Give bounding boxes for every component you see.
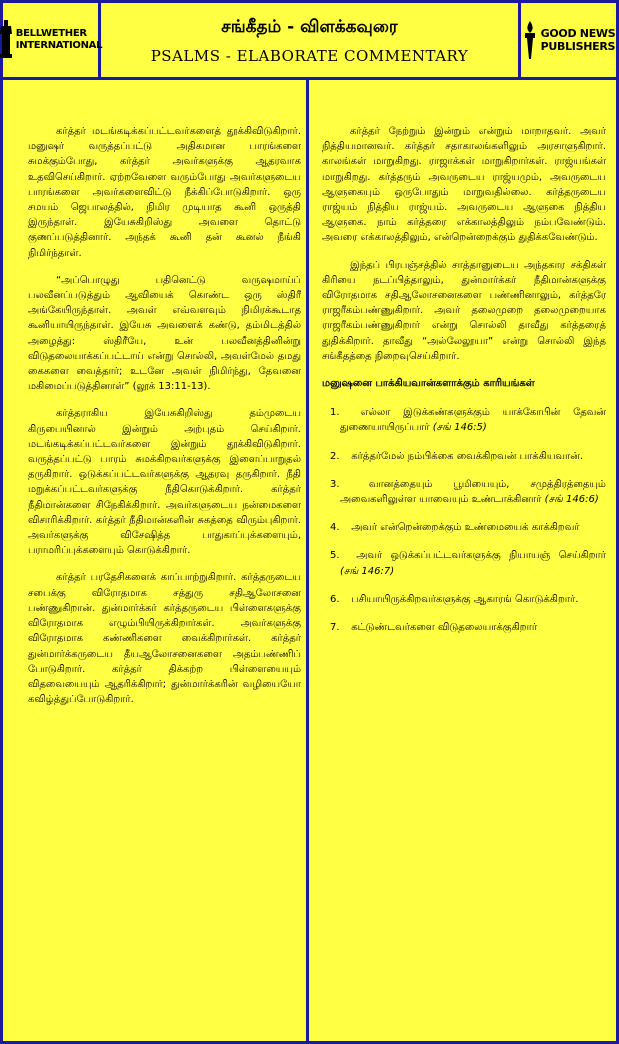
list-item <box>322 592 606 607</box>
list-item-number: 3. <box>330 478 340 490</box>
list-item-number: 7. <box>330 622 340 634</box>
list-item-number: 5. <box>330 550 340 562</box>
list-item <box>322 548 606 578</box>
good-news-logo <box>518 3 616 77</box>
list-item-text: அவர் என்றென்றைக்கும் உண்மையைக் காக்கிறவர் <box>351 522 580 534</box>
bellwether-logo-text: BELLWETHER INTERNATIONAL <box>15 28 103 51</box>
list-item-text: கர்த்தர்மேல் நம்பிக்கை வைக்கிறவன் பாக்கியவான். <box>351 450 584 462</box>
bell-tower-icon <box>0 20 13 60</box>
page-title-english: PSALMS - ELABORATE COMMENTARY <box>150 47 469 65</box>
paragraph: கர்த்தராகிய இயேசுகிறிஸ்து தம்முடைய கிருபையினால் இன்றும் அற்புதம் செய்கிறார். மடங்கடிக்கப்பட்டவர்களை இன்றும் தூக்கிவிடுகிறார். வருத்தப்பட்டு பாரம் சுமக்கிறவர்களுக்கு இளைப்பாறுதல் தருகிறார். ஒடுக்கப்பட்டவர்களுக்கு ஆதரவு தருகிறார். நீதி மறுக்கப்பட்டவர்களுக்கு நீதிகொடுக்கிறார். கர்த்தர் நீதிமான்களை சிநேகிக்கிறார். அவர்களுடைய நன்மைகளை விசாரிக்கிறார். கர்த்தர் நீதிமான்களின் சுகத்தை விரும்புகிறார். அவர்களுக்கு விசேஷித்த பாதுகாப்புக்களையும், பராமரிப்புக்களையும் கொடுக்கிறார். <box>28 408 301 557</box>
bellwether-logo <box>3 3 101 77</box>
list-item-number: 6. <box>330 593 340 605</box>
list-item-number: 2. <box>330 450 340 462</box>
page-title-tamil: சங்கீதம் - விளக்கவுரை <box>221 17 398 37</box>
left-column <box>3 80 309 1041</box>
list-item-text: பசியாயிருக்கிறவர்களுக்கு ஆகாரங் கொடுக்கிறார். <box>351 593 579 605</box>
title-block <box>101 3 518 77</box>
list-item <box>322 449 606 464</box>
list-item-number: 1. <box>330 407 340 419</box>
list-item <box>322 520 606 535</box>
paragraph: கர்த்தர் மடங்கடிக்கப்பட்டவர்களைத் தூக்கிவிடுகிறார். மனுஷர் வருத்தப்பட்டு அதிகமான பாரங்களை சுமக்கும்போது, கர்த்தர் அவர்களுக்கு ஆதரவாக உதவிசெய்கிறார். ஏற்றவேளை வரும்போது அவர்களுடைய பாரங்களை அவர்களைவிட்டு நீக்கிப்போடுகிறார். ஒரு சமயம் ஜெபாலத்தில், நிமிர முடியாத கூனி ஒருத்தி இருந்தாள். இயேசுகிறிஸ்து அவளை தொட்டு குணப்படுத்தினார். அந்தக் கூனி தன் கூனல் நீங்கி நிமிர்ந்தாள். <box>28 126 301 259</box>
list-item-text: கட்டுண்டவர்களை விடுதலையாக்குகிறார் <box>351 622 538 634</box>
list-item <box>322 477 606 507</box>
list-item-number: 4. <box>330 522 340 534</box>
list-item-text: வானத்தையும் பூமியையும், சமுத்திரத்தையும் அவைகளிலுள்ள யாவையும் உண்டாக்கினார் <box>340 478 606 506</box>
torch-icon <box>522 21 538 59</box>
list-item <box>322 620 606 635</box>
good-news-logo-text: GOOD NEWS PUBLISHERS <box>540 27 616 53</box>
list-item-reference: (சங் 146:5) <box>432 422 487 434</box>
list-item-text: அவர் ஒடுக்கப்பட்டவர்களுக்கு நியாயஞ் செய்கிறார் <box>356 550 606 562</box>
header <box>3 3 616 77</box>
paragraph: கர்த்தர் பரதேசிகளைக் காப்பாற்றுகிறார். கர்த்தருடைய சபைக்கு விரோதமாக சத்துரு சதிஆலோசனை பண்ணுகிறான். துன்மார்க்கர் கர்த்தருடைய பிள்ளைகளுக்கு விரோதமாக எழும்பியிருக்கிறார்கள். அவர்களுக்கு விரோதமாக கண்ணிகளை வைக்கிறார்கள். கர்த்தர் துன்மார்க்கருடைய தீயஆலோசனைகளை அதம்பண்ணிப் போடுகிறார். கர்த்தர் திக்கற்ற பிள்ளையையும் விதவையையும் ஆதரிக்கிறார்; துன்மார்க்கரின் வழியையோ கவிழ்த்துப்போடுகிறார். <box>28 572 301 706</box>
paragraph: கர்த்தர் நேற்றும் இன்றும் என்றும் மாறாதவர். அவர் நித்தியமானவர். கர்த்தர் சதாகாலங்களிலும் அரசாளுகிறார். காலங்கள் மாறுகிறது. ராஜாக்கள் மாறுகிறார்கள். ராஜ்யங்கள் மாறுகிறது. கர்த்தரும் அவருடைய ராஜ்யமும், அவருடைய ஆளுகையும் ஒருபோதும் மாறுவதில்லை. கர்த்தருடைய ராஜ்யம் நித்திய ராஜ்யம். அவருடைய ஆளுகை நித்திய ஆளுகை. நாம் கர்த்தரை எக்காலத்திலும் நம்பவேண்டும். அவரை எக்காலத்திலும், என்றென்றைக்கும் துதிக்கவேண்டும். <box>322 126 606 244</box>
list-item <box>322 405 606 435</box>
quotation-paragraph: “அப்பொழுது பதினெட்டு வருஷமாய்ப் பலவீனப்படுத்தும் ஆவியைக் கொண்ட ஒரு ஸ்திரீ அங்கேயிருந்தாள். அவள் எவ்வளவும் நிமிரக்கூடாத கூனியாயிருந்தாள். இயேசு அவளைக் கண்டு, தம்மிடத்தில் அழைத்து: ஸ்திரீயே, உன் பலவீனத்தினின்று விடுதலையாக்கப்பட்டாய் என்று சொல்லி, அவள்மேல் தமது கைகளை வைத்தார்; உடனே அவள் நிமிர்ந்து, தேவனை மகிமைப்படுத்தினாள்” (லூக் 13:11-13). <box>28 274 301 393</box>
section-heading: மனுஷனை பாக்கியவான்களாக்கும் காரியங்கள் <box>322 378 535 390</box>
list-item-reference: (சங் 146:6) <box>544 494 599 506</box>
right-column <box>312 80 616 1041</box>
list-item-text: எல்லா இடுக்கண்களுக்கும் யாக்கோபின் தேவன் துணையாயிருப்பார் <box>340 407 606 434</box>
paragraph: இந்தப் பிரபஞ்சத்தில் சாத்தானுடைய அந்தகார சக்திகள் கிரியை நடப்பித்தாலும், துன்மார்க்கர் நீதிமான்களுக்கு விரோதமாக சதிஆலோசனைகளை பண்ணினாலும், கர்த்தரே ராஜரீகம்பண்ணுகிறார். அவர் தலைமுறை தலைமுறையாக ராஜரீகம்பண்ணுகிறார் என்று சொல்லி தாவீது கர்த்தரைத் துதிக்கிறார். தாவீது “அல்லேலூயா” என்று சொல்லி இந்த சங்கீதத்தை நிறைவுசெய்கிறார். <box>322 259 606 362</box>
list-item-reference: (சங் 146:7) <box>340 565 395 577</box>
